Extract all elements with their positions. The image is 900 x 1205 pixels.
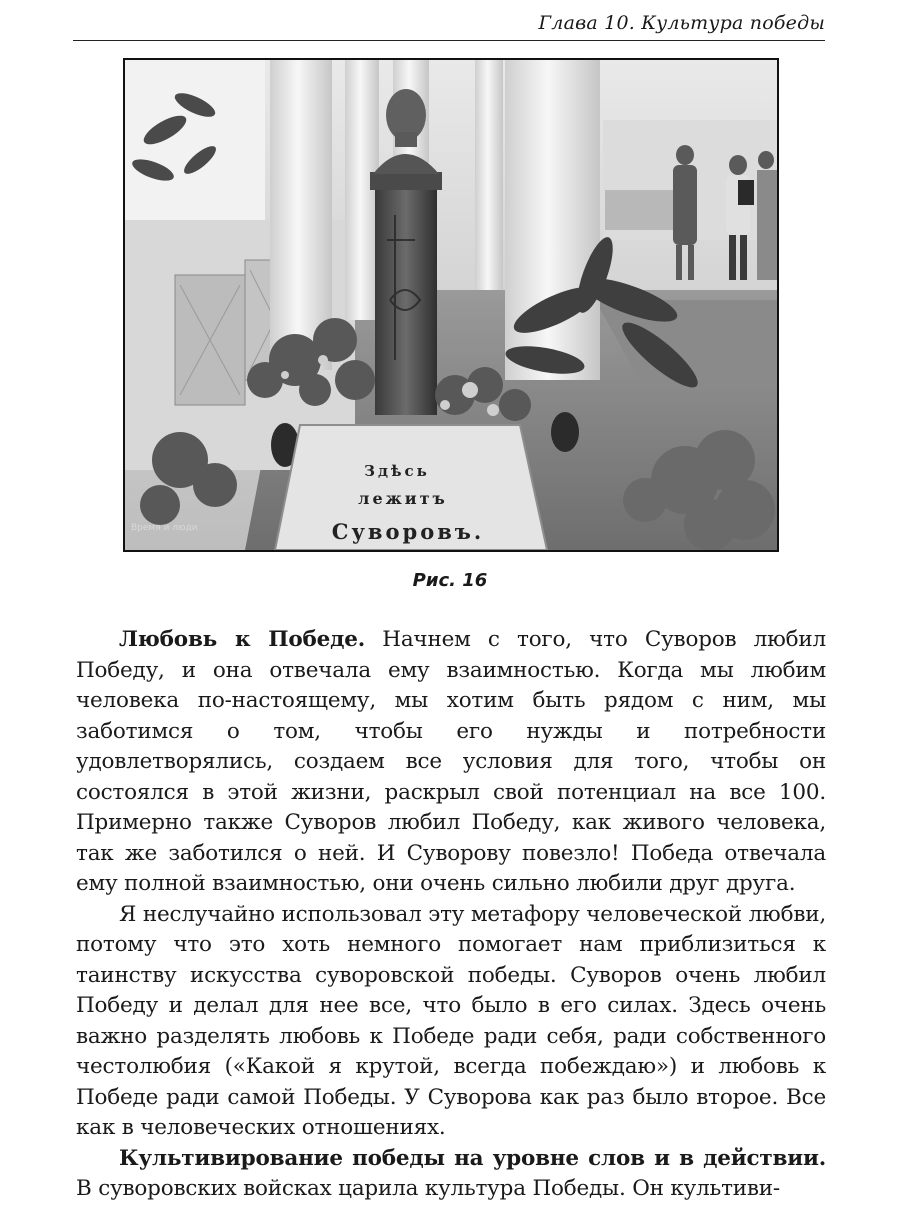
paragraph: [76, 625, 826, 900]
body-text: [76, 625, 826, 1205]
slab-line-3: Суворовъ.: [331, 519, 485, 544]
photo-watermark: Время и люди: [131, 523, 198, 533]
paragraph-heading: Любовь к Победе.: [119, 627, 365, 652]
figure-caption: Рис. 16: [412, 570, 488, 591]
chapter-title: Глава 10. Культура победы: [538, 12, 825, 34]
paragraph: [76, 1144, 826, 1205]
slab-line-2: лежитъ: [358, 489, 448, 508]
paragraph-text: Начнем с того, что Суворов любил Победу, и она отвечала ему взаимностью. Когда мы любим человека по-настоящему, мы хотим быть рядом с ним, мы заботимся о том, чтобы его нужды и потребности удовлетворялись, создаем все условия для того, чтобы он состоялся в этой жизни, раскрыл свой потенциал на все 100. Примерно также Суворов любил Победу, как живого человека, так же заботился о ней. И Суворову повезло! Победа отвечала ему полной взаимностью, они очень сильно любили друг друга.: [76, 627, 826, 896]
paragraph-heading: Культивирование победы на уровне слов и в действии.: [119, 1145, 826, 1171]
paragraph-text: В суворовских войсках царила культура Победы. Он культиви-: [76, 1176, 780, 1201]
paragraph: [76, 900, 826, 1144]
suvorov-grave-photo: [125, 60, 777, 550]
figure-photo: [123, 58, 779, 552]
paragraph-text: Я неслучайно использовал эту метафору человеческой любви, потому что это хоть немного помогает нам приблизиться к таинству искусства суворовской победы. Суворов очень любил Победу и делал для нее все, что было в его силах. Здесь очень важно разделять любовь к Победе ради себя, ради собственного честолюбия («Какой я крутой, всегда побеждаю») и любовь к Победе ради самой Победы. У Суворова как раз было второе. Все как в человеческих отношениях.: [76, 901, 826, 1140]
page-header: [73, 8, 825, 41]
slab-line-1: Здѣсь: [364, 462, 430, 480]
